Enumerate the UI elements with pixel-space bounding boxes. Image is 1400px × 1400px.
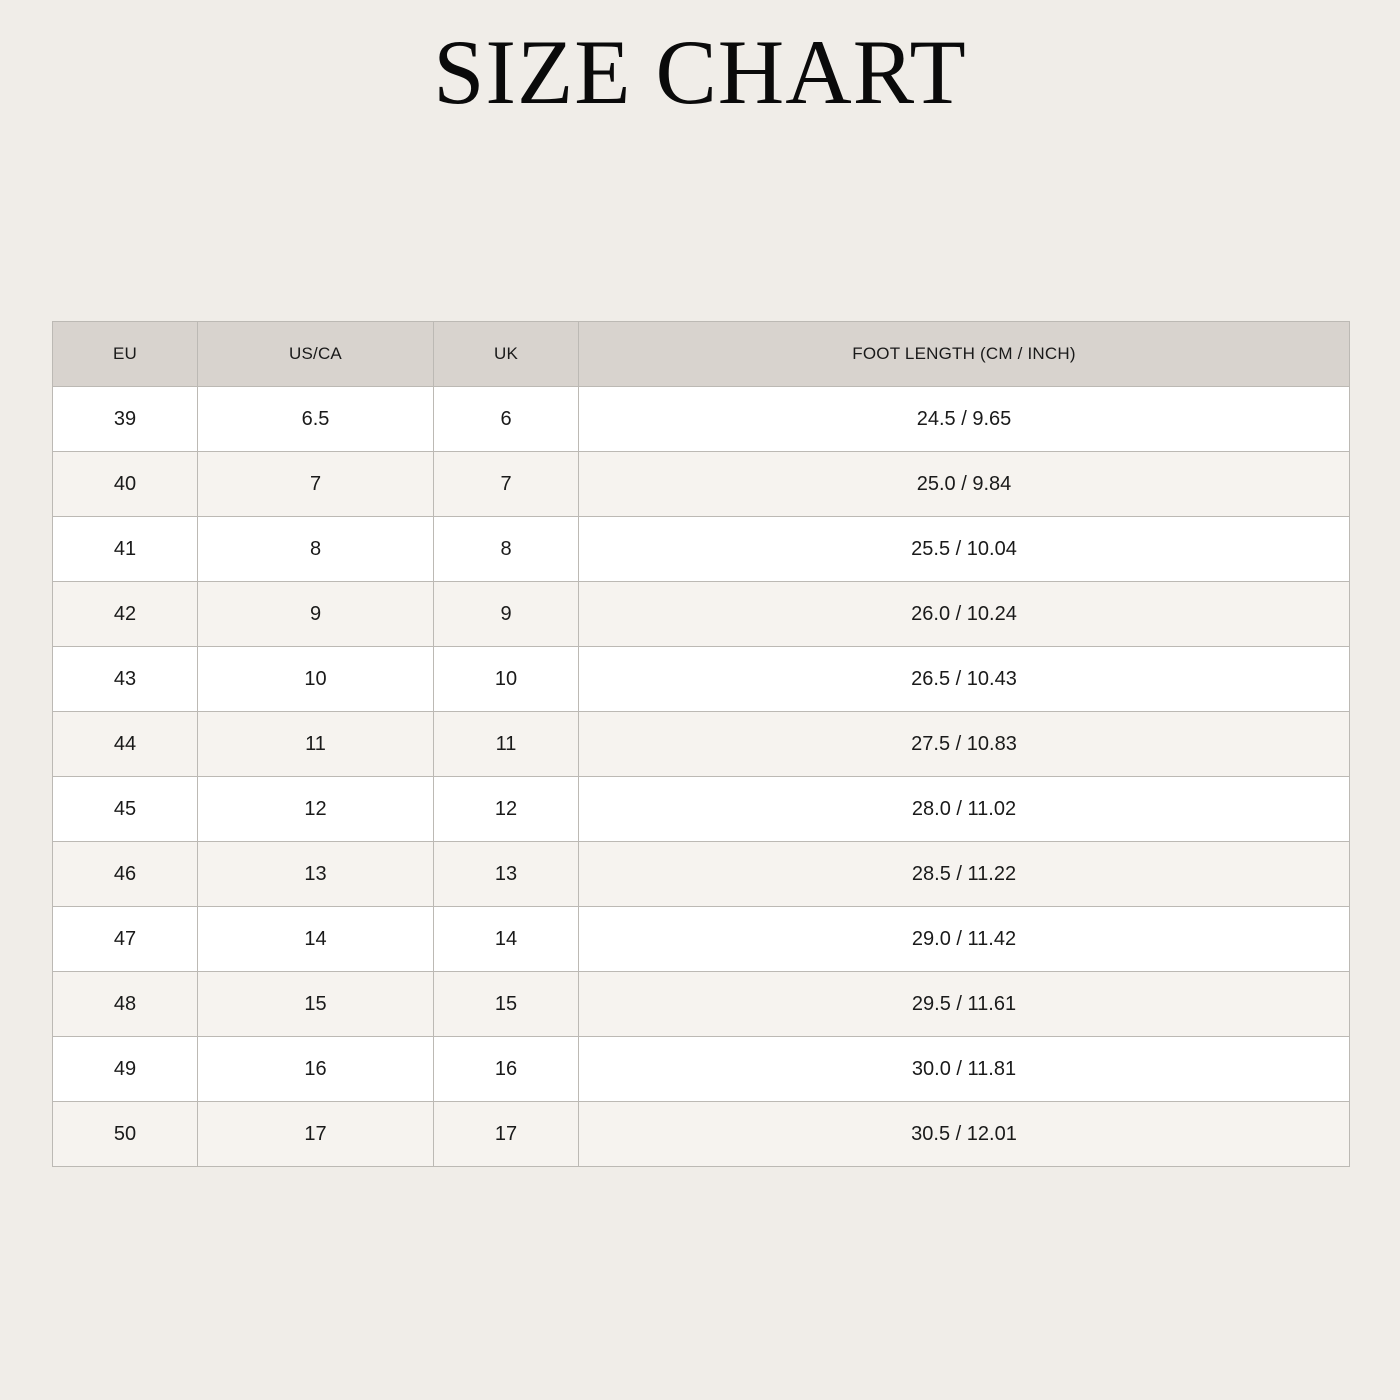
- cell-us-ca: 16: [198, 1037, 434, 1102]
- cell-eu: 39: [53, 387, 198, 452]
- cell-foot-length: 26.0 / 10.24: [579, 582, 1350, 647]
- table-row: [53, 387, 1350, 452]
- cell-foot-length: 29.5 / 11.61: [579, 972, 1350, 1037]
- cell-eu: 43: [53, 647, 198, 712]
- cell-uk: 10: [434, 647, 579, 712]
- cell-uk: 9: [434, 582, 579, 647]
- column-header-us-ca: US/CA: [198, 322, 434, 387]
- cell-us-ca: 15: [198, 972, 434, 1037]
- cell-us-ca: 9: [198, 582, 434, 647]
- cell-foot-length: 30.5 / 12.01: [579, 1102, 1350, 1167]
- table-row: [53, 712, 1350, 777]
- cell-uk: 11: [434, 712, 579, 777]
- table-row: [53, 582, 1350, 647]
- cell-eu: 45: [53, 777, 198, 842]
- cell-eu: 40: [53, 452, 198, 517]
- cell-us-ca: 7: [198, 452, 434, 517]
- cell-foot-length: 24.5 / 9.65: [579, 387, 1350, 452]
- cell-eu: 48: [53, 972, 198, 1037]
- cell-eu: 42: [53, 582, 198, 647]
- table-row: [53, 517, 1350, 582]
- cell-us-ca: 12: [198, 777, 434, 842]
- cell-uk: 13: [434, 842, 579, 907]
- table-row: [53, 972, 1350, 1037]
- cell-uk: 17: [434, 1102, 579, 1167]
- cell-uk: 16: [434, 1037, 579, 1102]
- cell-us-ca: 8: [198, 517, 434, 582]
- cell-us-ca: 17: [198, 1102, 434, 1167]
- table-row: [53, 842, 1350, 907]
- cell-uk: 8: [434, 517, 579, 582]
- header-row: [53, 322, 1350, 387]
- cell-eu: 46: [53, 842, 198, 907]
- cell-foot-length: 27.5 / 10.83: [579, 712, 1350, 777]
- table-row: [53, 1037, 1350, 1102]
- column-header-foot-length: FOOT LENGTH (CM / INCH): [579, 322, 1350, 387]
- cell-us-ca: 14: [198, 907, 434, 972]
- cell-us-ca: 11: [198, 712, 434, 777]
- column-header-eu: EU: [53, 322, 198, 387]
- cell-uk: 12: [434, 777, 579, 842]
- cell-eu: 41: [53, 517, 198, 582]
- cell-foot-length: 28.5 / 11.22: [579, 842, 1350, 907]
- cell-us-ca: 6.5: [198, 387, 434, 452]
- table-header: [53, 322, 1350, 387]
- cell-foot-length: 25.5 / 10.04: [579, 517, 1350, 582]
- cell-uk: 7: [434, 452, 579, 517]
- cell-eu: 49: [53, 1037, 198, 1102]
- cell-foot-length: 29.0 / 11.42: [579, 907, 1350, 972]
- cell-uk: 14: [434, 907, 579, 972]
- cell-foot-length: 25.0 / 9.84: [579, 452, 1350, 517]
- table-row: [53, 907, 1350, 972]
- table-row: [53, 1102, 1350, 1167]
- cell-foot-length: 28.0 / 11.02: [579, 777, 1350, 842]
- cell-uk: 15: [434, 972, 579, 1037]
- cell-foot-length: 26.5 / 10.43: [579, 647, 1350, 712]
- table-body: [53, 387, 1350, 1167]
- cell-eu: 47: [53, 907, 198, 972]
- table-row: [53, 647, 1350, 712]
- cell-foot-length: 30.0 / 11.81: [579, 1037, 1350, 1102]
- cell-uk: 6: [434, 387, 579, 452]
- cell-eu: 50: [53, 1102, 198, 1167]
- cell-us-ca: 13: [198, 842, 434, 907]
- size-chart-table: [52, 321, 1350, 1167]
- table-row: [53, 452, 1350, 517]
- page-title: SIZE CHART: [433, 21, 967, 123]
- cell-us-ca: 10: [198, 647, 434, 712]
- table-row: [53, 777, 1350, 842]
- cell-eu: 44: [53, 712, 198, 777]
- column-header-uk: UK: [434, 322, 579, 387]
